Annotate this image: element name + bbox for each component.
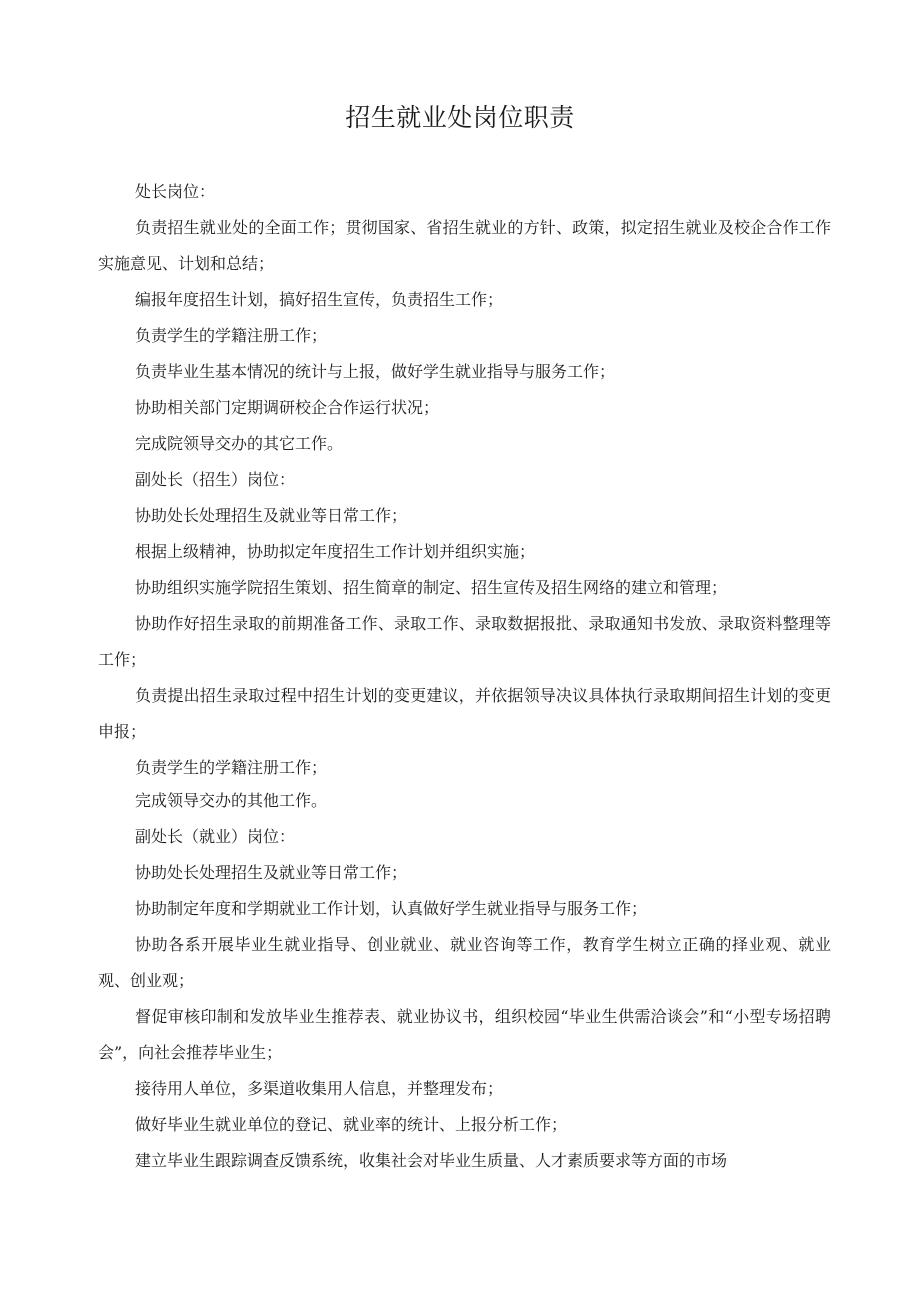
paragraph: 督促审核印制和发放毕业生推荐表、就业协议书，组织校园“毕业生供需洽谈会”和“小型专场招聘会”，向社会推荐毕业生； bbox=[98, 1007, 831, 1062]
paragraph: 负责学生的学籍注册工作； bbox=[135, 758, 328, 777]
section-heading-director: 处长岗位： bbox=[135, 182, 216, 201]
paragraph: 协助处长处理招生及就业等日常工作； bbox=[135, 506, 408, 525]
paragraph: 负责学生的学籍注册工作； bbox=[135, 326, 328, 345]
document-title: 招生就业处岗位职责 bbox=[345, 103, 575, 132]
paragraph: 建立毕业生跟踪调查反馈系统，收集社会对毕业生质量、人才素质要求等方面的市场 bbox=[135, 1151, 728, 1170]
section-heading-deputy-enrollment: 副处长（招生）岗位： bbox=[135, 470, 296, 489]
paragraph: 完成院领导交办的其它工作。 bbox=[135, 434, 344, 453]
paragraph: 协助各系开展毕业生就业指导、创业就业、就业咨询等工作，教育学生树立正确的择业观、就业观、创业观； bbox=[98, 935, 831, 990]
paragraph: 负责毕业生基本情况的统计与上报，做好学生就业指导与服务工作； bbox=[135, 362, 616, 381]
paragraph: 协助组织实施学院招生策划、招生简章的制定、招生宣传及招生网络的建立和管理； bbox=[135, 578, 728, 597]
paragraph: 完成领导交办的其他工作。 bbox=[135, 791, 328, 810]
paragraph: 负责招生就业处的全面工作；贯彻国家、省招生就业的方针、政策，拟定招生就业及校企合作工作实施意见、计划和总结； bbox=[98, 218, 831, 273]
paragraph: 做好毕业生就业单位的登记、就业率的统计、上报分析工作； bbox=[135, 1115, 568, 1134]
paragraph: 协助处长处理招生及就业等日常工作； bbox=[135, 863, 408, 882]
paragraph: 根据上级精神，协助拟定年度招生工作计划并组织实施； bbox=[135, 542, 536, 561]
section-heading-deputy-employment: 副处长（就业）岗位： bbox=[135, 827, 296, 846]
paragraph: 协助作好招生录取的前期准备工作、录取工作、录取数据报批、录取通知书发放、录取资料整理等工作； bbox=[98, 614, 831, 669]
paragraph: 协助制定年度和学期就业工作计划，认真做好学生就业指导与服务工作； bbox=[135, 899, 648, 918]
paragraph: 接待用人单位，多渠道收集用人信息，并整理发布； bbox=[135, 1079, 504, 1098]
document-body bbox=[98, 174, 831, 1179]
paragraph: 负责提出招生录取过程中招生计划的变更建议，并依据领导决议具体执行录取期间招生计划的变更申报； bbox=[98, 686, 831, 741]
paragraph: 协助相关部门定期调研校企合作运行状况； bbox=[135, 398, 440, 417]
paragraph: 编报年度招生计划，搞好招生宣传，负责招生工作； bbox=[135, 290, 504, 309]
